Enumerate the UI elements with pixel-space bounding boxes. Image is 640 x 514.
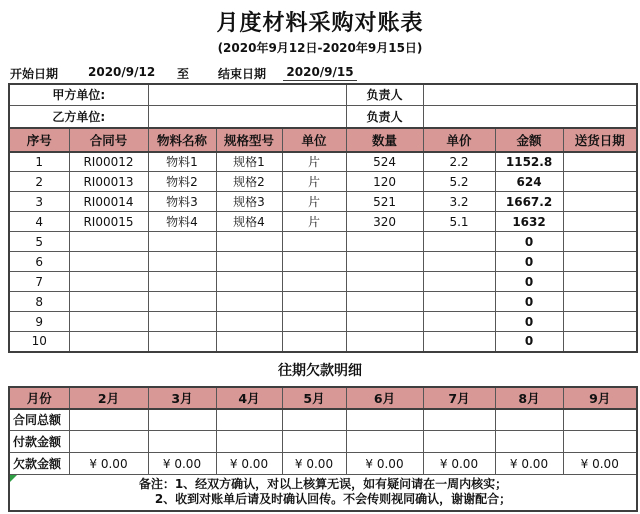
table-row (9, 172, 637, 192)
cell-unit-price[interactable] (423, 332, 495, 352)
arrears-cell[interactable]: ¥ 0.00 (282, 453, 346, 475)
cell-quantity[interactable]: 524 (346, 152, 423, 172)
cell-spec-model[interactable] (216, 292, 282, 312)
table-row (9, 232, 637, 252)
cell-delivery-date[interactable] (563, 272, 637, 292)
arrears-cell[interactable] (282, 431, 346, 453)
column-header: 数量 (346, 128, 423, 152)
cell-contract-no[interactable]: RI00015 (69, 212, 148, 232)
cell-delivery-date[interactable] (563, 172, 637, 192)
cell-unit-price[interactable] (423, 312, 495, 332)
cell-unit-price[interactable]: 3.2 (423, 192, 495, 212)
cell-unit-price[interactable] (423, 292, 495, 312)
cell-amount[interactable]: 0 (495, 292, 563, 312)
cell-material-name[interactable] (148, 292, 216, 312)
arrears-cell[interactable] (216, 409, 282, 431)
arrears-row (9, 431, 637, 453)
column-header: 送货日期 (563, 128, 637, 152)
arrears-row-label: 合同总额 (9, 409, 69, 431)
notes-line-2: 2、收到对账单后请及时确认回传。不会传则视同确认，谢谢配合； (154, 492, 512, 507)
arrears-table-body (9, 409, 637, 475)
table-row (9, 192, 637, 212)
arrears-cell[interactable] (563, 409, 637, 431)
cell-quantity[interactable]: 120 (346, 172, 423, 192)
cell-quantity[interactable]: 320 (346, 212, 423, 232)
cell-material-name[interactable]: 物料1 (148, 152, 216, 172)
cell-unit[interactable]: 片 (282, 192, 346, 212)
cell-unit[interactable] (282, 292, 346, 312)
cell-delivery-date[interactable] (563, 152, 637, 172)
cell-spec-model[interactable] (216, 312, 282, 332)
table-row (9, 152, 637, 172)
purchase-table-head (9, 128, 637, 152)
cell-unit-price[interactable]: 5.2 (423, 172, 495, 192)
month-column-header: 5月 (282, 387, 346, 409)
cell-material-name[interactable] (148, 272, 216, 292)
cell-delivery-date[interactable] (563, 232, 637, 252)
cell-contract-no[interactable] (69, 272, 148, 292)
arrears-cell[interactable]: ¥ 0.00 (69, 453, 148, 475)
column-header: 金额 (495, 128, 563, 152)
cell-quantity[interactable]: 521 (346, 192, 423, 212)
table-row (9, 332, 637, 352)
cell-unit-price[interactable] (423, 232, 495, 252)
arrears-cell[interactable]: ¥ 0.00 (346, 453, 423, 475)
column-header: 物料名称 (148, 128, 216, 152)
column-header: 合同号 (69, 128, 148, 152)
cell-delivery-date[interactable] (563, 292, 637, 312)
arrears-cell[interactable]: ¥ 0.00 (563, 453, 637, 475)
cell-unit[interactable] (282, 232, 346, 252)
cell-amount[interactable]: 624 (495, 172, 563, 192)
cell-unit[interactable] (282, 252, 346, 272)
manager-label: 负责人 (346, 84, 423, 106)
cell-spec-model[interactable]: 规格4 (216, 212, 282, 232)
start-date-value[interactable]: 2020/9/12 (88, 64, 156, 79)
arrears-cell[interactable]: ¥ 0.00 (423, 453, 495, 475)
cell-delivery-date[interactable] (563, 192, 637, 212)
column-header: 单价 (423, 128, 495, 152)
cell-material-name[interactable]: 物料2 (148, 172, 216, 192)
arrears-table-head (9, 387, 637, 409)
arrears-cell[interactable] (495, 409, 563, 431)
arrears-cell[interactable] (346, 431, 423, 453)
arrears-cell[interactable] (69, 409, 148, 431)
arrears-cell[interactable] (346, 409, 423, 431)
cell-contract-no[interactable] (69, 332, 148, 352)
cell-material-name[interactable]: 物料3 (148, 192, 216, 212)
cell-spec-model[interactable]: 规格3 (216, 192, 282, 212)
arrears-cell[interactable] (423, 431, 495, 453)
arrears-row (9, 453, 637, 475)
excel-flag-icon (10, 475, 17, 482)
cell-delivery-date[interactable] (563, 212, 637, 232)
arrears-cell[interactable] (148, 409, 216, 431)
cell-amount[interactable]: 0 (495, 232, 563, 252)
end-date-label: 结束日期 (218, 66, 267, 81)
cell-delivery-date[interactable] (563, 252, 637, 272)
cell-unit[interactable] (282, 332, 346, 352)
purchase-table-body (9, 152, 637, 352)
cell-material-name[interactable] (148, 332, 216, 352)
party-row (9, 106, 637, 128)
date-range-to-label: 至 (177, 66, 190, 81)
party-value-cell[interactable] (148, 106, 346, 128)
arrears-cell[interactable]: ¥ 0.00 (148, 453, 216, 475)
cell-spec-model[interactable] (216, 252, 282, 272)
arrears-cell[interactable] (495, 431, 563, 453)
manager-value-cell[interactable] (423, 106, 637, 128)
cell-quantity[interactable] (346, 232, 423, 252)
notes-row (9, 475, 637, 511)
cell-spec-model[interactable]: 规格2 (216, 172, 282, 192)
arrears-section-title: 往期欠款明细 (278, 362, 362, 379)
month-column-header: 4月 (216, 387, 282, 409)
arrears-cell[interactable]: ¥ 0.00 (495, 453, 563, 475)
cell-seq[interactable]: 8 (9, 292, 69, 312)
cell-amount[interactable]: 0 (495, 312, 563, 332)
cell-seq[interactable]: 6 (9, 252, 69, 272)
arrears-row-label: 欠款金额 (9, 453, 69, 475)
manager-value-cell[interactable] (423, 84, 637, 106)
arrears-cell[interactable]: ¥ 0.00 (216, 453, 282, 475)
cell-unit-price[interactable] (423, 252, 495, 272)
table-row (9, 312, 637, 332)
cell-contract-no[interactable] (69, 312, 148, 332)
table-row (9, 252, 637, 272)
party-rows (9, 84, 637, 128)
arrears-cell[interactable] (563, 431, 637, 453)
party-value-cell[interactable] (148, 84, 346, 106)
arrears-cell[interactable] (69, 431, 148, 453)
purchase-table (8, 83, 638, 353)
cell-material-name[interactable] (148, 312, 216, 332)
cell-spec-model[interactable] (216, 332, 282, 352)
arrears-cell[interactable] (423, 409, 495, 431)
notes-section (9, 475, 637, 511)
cell-contract-no[interactable] (69, 292, 148, 312)
cell-unit[interactable]: 片 (282, 212, 346, 232)
column-header: 单位 (282, 128, 346, 152)
cell-quantity[interactable] (346, 272, 423, 292)
month-column-header: 8月 (495, 387, 563, 409)
month-column-header: 月份 (9, 387, 69, 409)
arrears-cell[interactable] (148, 431, 216, 453)
cell-unit-price[interactable] (423, 272, 495, 292)
cell-seq[interactable]: 3 (9, 192, 69, 212)
purchase-header-row (9, 128, 637, 152)
cell-amount[interactable]: 0 (495, 272, 563, 292)
page-title: 月度材料采购对账表 (216, 11, 424, 36)
cell-unit[interactable]: 片 (282, 152, 346, 172)
month-column-header: 3月 (148, 387, 216, 409)
page-subtitle: (2020年9月12日-2020年9月15日) (217, 40, 423, 55)
cell-contract-no[interactable]: RI00012 (69, 152, 148, 172)
notes-cell (9, 475, 637, 511)
arrears-row (9, 409, 637, 431)
cell-contract-no[interactable] (69, 232, 148, 252)
cell-contract-no[interactable]: RI00014 (69, 192, 148, 212)
party-label: 乙方单位: (9, 106, 148, 128)
month-column-header: 2月 (69, 387, 148, 409)
cell-material-name[interactable] (148, 232, 216, 252)
party-label: 甲方单位: (9, 84, 148, 106)
cell-delivery-date[interactable] (563, 332, 637, 352)
cell-seq[interactable]: 2 (9, 172, 69, 192)
cell-amount[interactable]: 0 (495, 252, 563, 272)
cell-amount[interactable]: 1667.2 (495, 192, 563, 212)
cell-unit-price[interactable]: 2.2 (423, 152, 495, 172)
arrears-table (8, 386, 638, 512)
cell-seq[interactable]: 7 (9, 272, 69, 292)
cell-quantity[interactable] (346, 252, 423, 272)
manager-label: 负责人 (346, 106, 423, 128)
end-date-value[interactable]: 2020/9/15 (283, 65, 357, 81)
column-header: 序号 (9, 128, 69, 152)
cell-contract-no[interactable]: RI00013 (69, 172, 148, 192)
column-header: 规格型号 (216, 128, 282, 152)
arrears-cell[interactable] (282, 409, 346, 431)
table-row (9, 292, 637, 312)
cell-amount[interactable]: 1152.8 (495, 152, 563, 172)
table-row (9, 272, 637, 292)
cell-unit-price[interactable]: 5.1 (423, 212, 495, 232)
cell-seq[interactable]: 4 (9, 212, 69, 232)
arrears-row-label: 付款金额 (9, 431, 69, 453)
cell-seq[interactable]: 1 (9, 152, 69, 172)
party-row (9, 84, 637, 106)
cell-quantity[interactable] (346, 312, 423, 332)
cell-seq[interactable]: 9 (9, 312, 69, 332)
cell-unit[interactable] (282, 312, 346, 332)
start-date-label: 开始日期 (10, 66, 59, 81)
month-column-header: 6月 (346, 387, 423, 409)
cell-delivery-date[interactable] (563, 312, 637, 332)
date-bar (0, 63, 640, 83)
cell-quantity[interactable] (346, 292, 423, 312)
cell-spec-model[interactable]: 规格1 (216, 152, 282, 172)
cell-amount[interactable]: 0 (495, 332, 563, 352)
cell-amount[interactable]: 1632 (495, 212, 563, 232)
cell-spec-model[interactable] (216, 272, 282, 292)
cell-seq[interactable]: 5 (9, 232, 69, 252)
cell-material-name[interactable]: 物料4 (148, 212, 216, 232)
cell-seq[interactable]: 10 (9, 332, 69, 352)
cell-material-name[interactable] (148, 252, 216, 272)
month-column-header: 7月 (423, 387, 495, 409)
cell-contract-no[interactable] (69, 252, 148, 272)
cell-unit[interactable]: 片 (282, 172, 346, 192)
table-row (9, 212, 637, 232)
arrears-cell[interactable] (216, 431, 282, 453)
cell-spec-model[interactable] (216, 232, 282, 252)
cell-quantity[interactable] (346, 332, 423, 352)
cell-unit[interactable] (282, 272, 346, 292)
notes-line-1: 备注：1、经双方确认，对以上核算无误，如有疑问请在一周内核实； (138, 477, 508, 492)
arrears-header-row (9, 387, 637, 409)
month-column-header: 9月 (563, 387, 637, 409)
